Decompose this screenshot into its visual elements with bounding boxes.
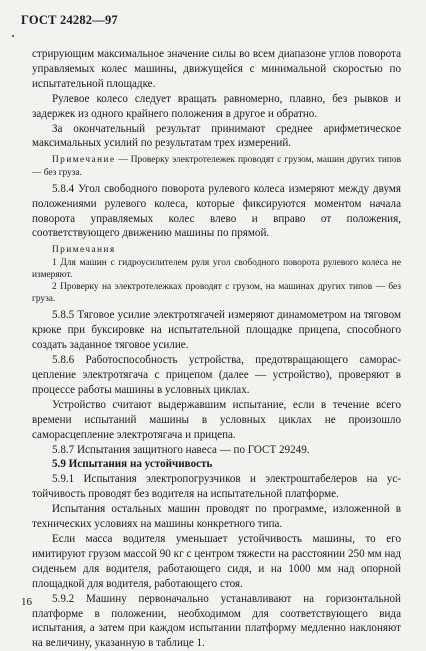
clause-5-8-6: 5.8.6 Работоспособность устройства, предотвращающего саморасцепление электротягача с прицепом (далее — устройство), проверяют в процессе работы машины в условных циклах.: [32, 354, 401, 396]
note-text: — Проверку электротележек проводят с грузом, машин других типов — без груза.: [32, 155, 401, 178]
notes-label: Примечания: [52, 245, 116, 256]
clause-5-9-1: 5.9.1 Испытания электропогрузчиков и электроштабелеров на устойчивость проводят без водителя на испытательной платформе.: [32, 473, 401, 501]
page-number: 16: [21, 596, 32, 608]
note-label: Примечание: [52, 155, 116, 166]
margin-mark: [12, 35, 14, 37]
paragraph: Испытания остальных машин проводят по программе, изложенной в технических условиях на машины конкретного типа.: [32, 503, 401, 531]
clause-5-8-5: 5.8.5 Тяговое усилие электротягачей измеряют динамометром на тяговом крюке при буксировке на испытательной площадке прицепа, способного создать заданное тяговое усилие.: [32, 309, 401, 352]
document-header: ГОСТ 24282—97: [21, 13, 118, 27]
clause-5-8-7: 5.8.7 Испытания защитного навеса — по ГОСТ 29249.: [52, 443, 310, 456]
paragraph: За окончательный результат принимают среднее арифметическое максимальных усилий по результатам трех измерений.: [32, 122, 401, 150]
note-item: 2 Проверку на электротележках проводят с грузом, на машинах других типов — без груза.: [32, 281, 401, 305]
paragraph: стрирующим максимальное значение силы во всем диапазоне углов поворота управляемых колес машины, движущейся с минимальной скоростью по испытательной площадке.: [32, 48, 401, 90]
paragraph: Рулевое колесо следует вращать равномерно, плавно, без рывков и задержек из одного крайнего положения в другое и обратно.: [32, 92, 401, 120]
paragraph: Устройство считают выдержавшим испытание, если в течение всего времени испытаний машины в условных циклах не произошло саморасцепление электротягача и прицепа.: [32, 398, 401, 441]
note-item: 1 Для машин с гидроусилителем руля угол свободного поворота рулевого колеса не измеряют.: [32, 257, 401, 280]
clause-5-9-2: 5.9.2 Машину первоначально устанавливают на горизонтальной платформе в положении, необходимом для соответствующего вида испытания, а затем при каждом испытании платформу медленно наклоняют на величину, указанную в таблице 1.: [32, 592, 401, 650]
clause-5-8-4: 5.8.4 Угол свободного поворота рулевого колеса измеряют между двумя положениями рулевого колеса, которые фиксируются моментом начала поворота управляемых колес влево и вправо от положения, соответствующего движению машины по прямой.: [32, 182, 401, 240]
note: [32, 154, 401, 178]
body-text: [32, 47, 401, 651]
section-heading: 5.9 Испытания на устойчивость: [52, 458, 213, 471]
paragraph: Если масса водителя уменьшает устойчивость машины, то его имитируют грузом массой 90 кг с центром тяжести на расстоянии 250 мм над сиденьем для водителя, работающего сидя, и на 1000 мм над опорной площадкой для водителя, работающего стоя.: [32, 532, 401, 590]
